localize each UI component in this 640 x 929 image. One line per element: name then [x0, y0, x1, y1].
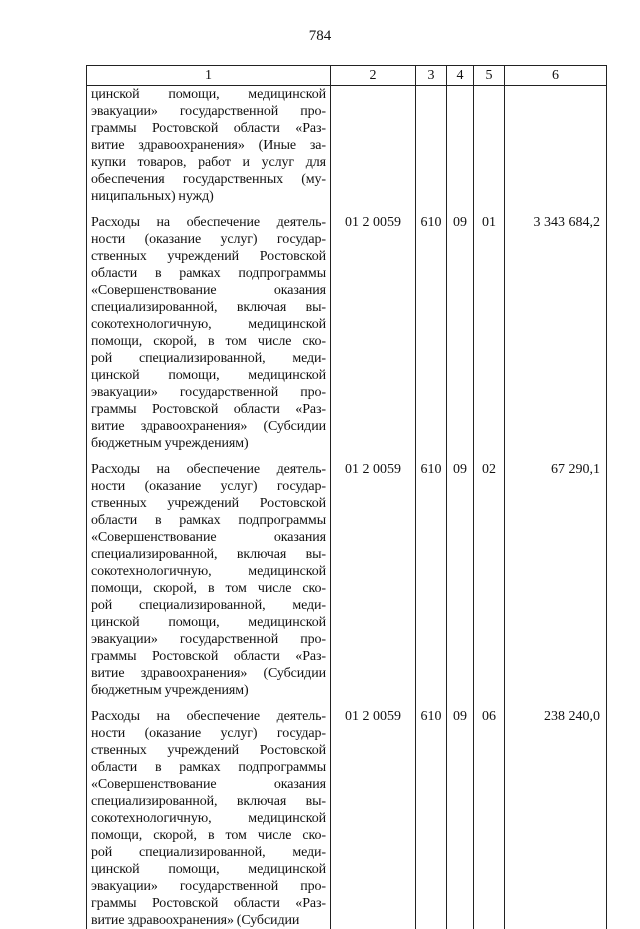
subsection-code	[474, 86, 505, 206]
section-code: 09	[447, 452, 474, 699]
amount: 238 240,0	[505, 699, 607, 929]
description-line: витие здравоохранения» (Субсидии	[91, 913, 300, 928]
description-line: Расходы на обеспечение деятель-	[91, 215, 326, 230]
target-article-code: 01 2 0059	[331, 205, 416, 452]
description-line: сокотехнологичную, медицинской	[91, 811, 326, 826]
description-line: цинской помощи, медицинской	[91, 615, 326, 630]
amount	[505, 86, 607, 206]
description-line: эвакуации» государственной про-	[91, 104, 326, 119]
description-line: витие здравоохранения» (Субсидии	[91, 419, 326, 434]
description-line: цинской помощи, медицинской	[91, 862, 326, 877]
expense-type-code	[416, 86, 447, 206]
section-code: 09	[447, 699, 474, 929]
description-line: ственных учреждений Ростовской	[91, 249, 326, 264]
description-line: помощи, скорой, в том числе ско-	[91, 334, 326, 349]
amount: 67 290,1	[505, 452, 607, 699]
expense-description	[87, 86, 331, 206]
description-line: «Совершенствование оказания	[91, 283, 326, 298]
description-line: области в рамках подпрограммы	[91, 266, 326, 281]
description-line: ниципальных) нужд)	[91, 189, 214, 204]
description-line: специализированной, включая вы-	[91, 300, 326, 315]
column-header: 4	[447, 66, 474, 86]
page-number: 784	[308, 28, 332, 44]
description-line: эвакуации» государственной про-	[91, 632, 326, 647]
column-header: 6	[505, 66, 607, 86]
description-line: граммы Ростовской области «Раз-	[91, 402, 326, 417]
section-code: 09	[447, 205, 474, 452]
table-row	[87, 86, 607, 206]
description-line: рой специализированной, меди-	[91, 598, 326, 613]
description-line: сокотехнологичную, медицинской	[91, 564, 326, 579]
description-line: помощи, скорой, в том числе ско-	[91, 828, 326, 843]
column-header: 5	[474, 66, 505, 86]
description-line: обеспечения государственных (му-	[91, 172, 326, 187]
expense-description	[87, 452, 331, 699]
subsection-code: 01	[474, 205, 505, 452]
expense-type-code: 610	[416, 205, 447, 452]
column-header: 3	[416, 66, 447, 86]
target-article-code: 01 2 0059	[331, 452, 416, 699]
table-row	[87, 699, 607, 929]
description-line: граммы Ростовской области «Раз-	[91, 121, 326, 136]
expense-type-code: 610	[416, 452, 447, 699]
description-line: области в рамках подпрограммы	[91, 760, 326, 775]
target-article-code: 01 2 0059	[331, 699, 416, 929]
description-line: купки товаров, работ и услуг для	[91, 155, 326, 170]
description-line: цинской помощи, медицинской	[91, 368, 326, 383]
description-line: ственных учреждений Ростовской	[91, 496, 326, 511]
amount: 3 343 684,2	[505, 205, 607, 452]
table-header-row	[87, 66, 607, 86]
expense-type-code: 610	[416, 699, 447, 929]
description-line: ности (оказание услуг) государ-	[91, 232, 326, 247]
description-line: сокотехнологичную, медицинской	[91, 317, 326, 332]
description-line: витие здравоохранения» (Субсидии	[91, 666, 326, 681]
description-line: Расходы на обеспечение деятель-	[91, 709, 326, 724]
description-line: граммы Ростовской области «Раз-	[91, 896, 326, 911]
description-line: рой специализированной, меди-	[91, 351, 326, 366]
expense-description	[87, 699, 331, 929]
subsection-code: 02	[474, 452, 505, 699]
description-line: «Совершенствование оказания	[91, 777, 326, 792]
description-line: помощи, скорой, в том числе ско-	[91, 581, 326, 596]
description-line: бюджетным учреждениям)	[91, 683, 249, 698]
description-line: бюджетным учреждениям)	[91, 436, 249, 451]
description-line: витие здравоохранения» (Иные за-	[91, 138, 326, 153]
target-article-code	[331, 86, 416, 206]
description-line: «Совершенствование оказания	[91, 530, 326, 545]
expense-description	[87, 205, 331, 452]
description-line: рой специализированной, меди-	[91, 845, 326, 860]
description-line: ности (оказание услуг) государ-	[91, 726, 326, 741]
description-line: цинской помощи, медицинской	[91, 87, 326, 102]
column-header: 2	[331, 66, 416, 86]
column-header: 1	[87, 66, 331, 86]
description-line: граммы Ростовской области «Раз-	[91, 649, 326, 664]
section-code	[447, 86, 474, 206]
description-line: ственных учреждений Ростовской	[91, 743, 326, 758]
description-line: специализированной, включая вы-	[91, 547, 326, 562]
description-line: ности (оказание услуг) государ-	[91, 479, 326, 494]
budget-table	[86, 65, 607, 929]
description-line: эвакуации» государственной про-	[91, 385, 326, 400]
description-line: специализированной, включая вы-	[91, 794, 326, 809]
table-row	[87, 452, 607, 699]
description-line: эвакуации» государственной про-	[91, 879, 326, 894]
description-line: области в рамках подпрограммы	[91, 513, 326, 528]
table-row	[87, 205, 607, 452]
description-line: Расходы на обеспечение деятель-	[91, 462, 326, 477]
subsection-code: 06	[474, 699, 505, 929]
